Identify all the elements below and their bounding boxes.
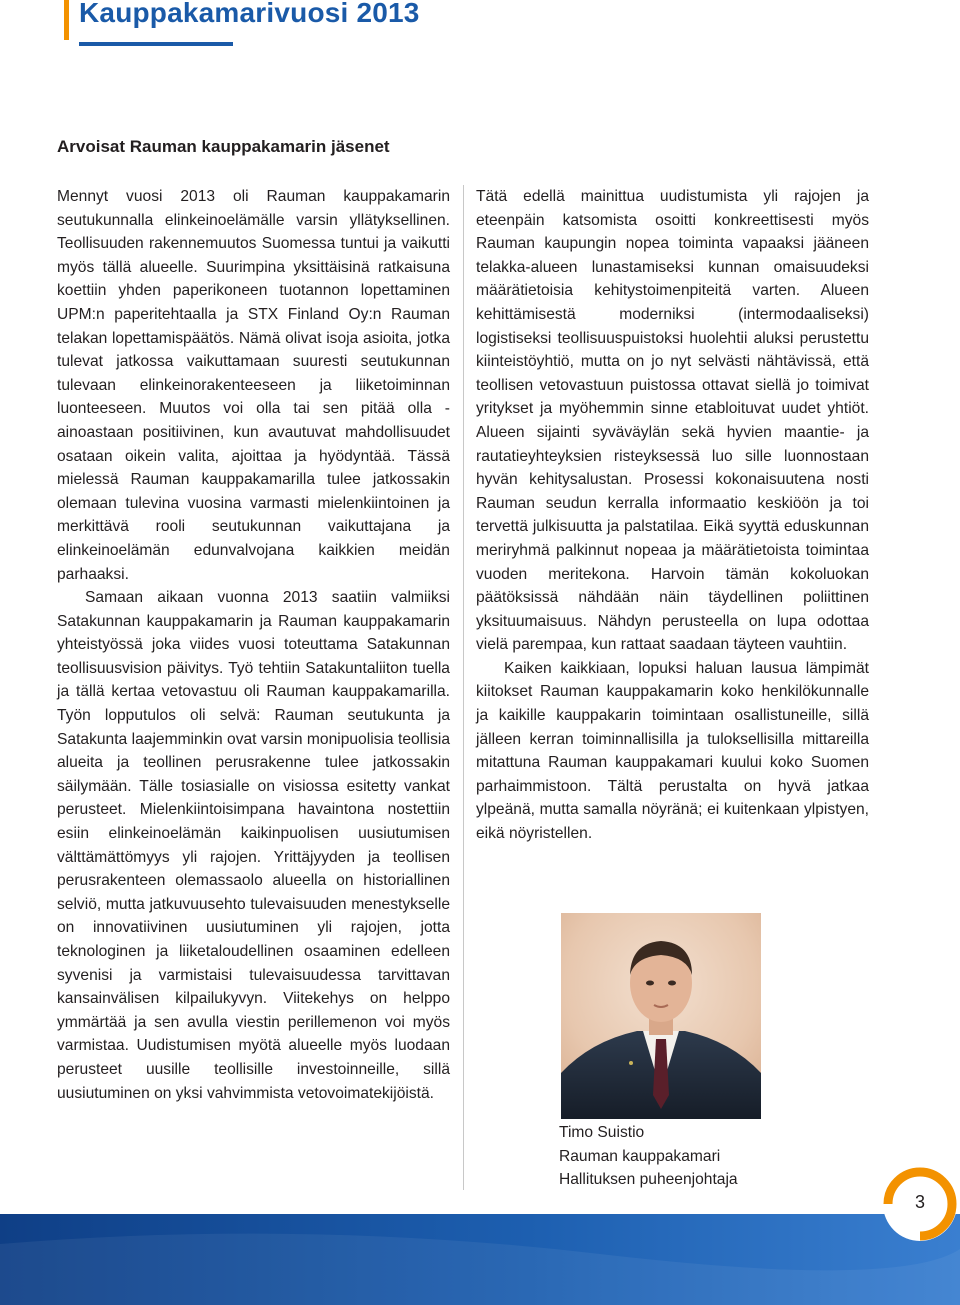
left-paragraph-2: Samaan aikaan vuonna 2013 saatiin valmiiksi Satakunnan kauppakamarin ja Rauman kauppakamarin yhteistyössä joka viides vuosi toteuttama Satakunnan teollisuusvision päivitys. Työ tehtiin Satakuntaliiton tuella ja tällä kertaa vetovastuu oli Rauman kauppakamarilla. Työn lopputulos oli selvä: Rauman seutukunta ja Satakunta laajemminkin ovat varsin monipuolisia teollisia alueita ja teollinen perusrakenne tulee jatkossakin säilymään. Tälle tosiasialle on visiossa esitetty vankat perusteet. Mielenkiintoisimpana havaintona nostettiin esiin elinkeinoelämän kaikinpuolisen uusiutumisen välttämättömyys yli rajojen. Yrittäjyyden ja teollisen perusrakenteen olemassaolo alueella on historiallinen selviö, mutta jatkuvuusehto tulevaisuuden menestykselle on innovatiivinen uusiutuminen yli rajojen, jotta teknologinen ja liiketaloudellinen osaaminen edelleen syvenisi ja varmistaisi tulevaisuudessa tarvittavan kansainvälisen kilpailukyvyn. Viitekehys on helppo ymmärtää ja sen avulla viestin perillemenon voi myös varmistaa. Uudistumisen myötä alueelle myös luodaan perusteet uusille teollisille investoinneille, sillä uusiutuminen on yksi vahvimmista vetovoimatekijöistä. bbox=[57, 589, 450, 1102]
left-paragraph-1: Mennyt vuosi 2013 oli Rauman kauppakamarin seutukunnalla elinkeinoelämälle varsin yllätyksellinen. Teollisuuden rakennemuutos Suomessa tuntui ja vaikutti myös tällä alueelle. Suurimpina yksittäisinä ratkaisuna koettiin yhden paperikoneen tuotannon lopettaminen UPM:n paperitehtaalla ja STX Finland Oy:n Rauman telakan lopettamispäätös. Nämä olivat isoja asioita, jotka tulevat jatkossa vaikuttamaan suuresti seutukunnan tulevaan elinkeinorakenteeseen ja liiketoiminnan luonteeseen. Muutos voi olla tai sen pitää olla - ainoastaan positiivinen, kun avautuvat mahdollisuudet osataan oikein valita, ajoittaa ja hyödyntää. Tässä mielessä Rauman kauppakamarilla tulee jatkossakin olemaan tulevina vuosina varmasti mielenkiintoinen ja merkittävä rooli seutukunnan vaikuttajana ja elinkeinoelämän edunvalvojana kaikkien meidän parhaaksi. bbox=[57, 188, 450, 583]
signature-role: Hallituksen puheenjohtaja bbox=[559, 1171, 738, 1189]
portrait-photo bbox=[561, 913, 761, 1119]
page-title: Kauppakamarivuosi 2013 bbox=[79, 0, 420, 28]
right-paragraph-2: Kaiken kaikkiaan, lopuksi haluan lausua lämpimät kiitokset Rauman kauppakamarin koko henkilökunnalle ja kaikille kauppakarin toimintaan osallistuneille, sillä jälleen kerran toiminnallisilla ja tuloksellisilla mittareilla mitattuna Rauman kauppakamari kuului koko Suomen parhaimmistoon. Tältä perustalta on hyvä jatkaa ylpeänä, mutta samalla nöyränä; ei kuitenkaan ylpistyen, eikä nöyristellen. bbox=[476, 659, 869, 843]
left-column bbox=[57, 185, 450, 1105]
title-underline bbox=[79, 42, 233, 46]
signature-name: Timo Suistio bbox=[559, 1124, 645, 1141]
signature-block bbox=[559, 1121, 738, 1192]
title-accent-bar bbox=[64, 0, 69, 40]
column-divider bbox=[463, 185, 464, 1190]
signature-organization: Rauman kauppakamari bbox=[559, 1147, 721, 1165]
letter-salutation: Arvoisat Rauman kauppakamarin jäsenet bbox=[57, 137, 390, 156]
right-paragraph-1: Tätä edellä mainittua uudistumista yli rajojen ja eteenpäin katsomista osoitti konkreettisesti myös Rauman kaupungin nopea toiminta vapaaksi jääneen telakka-alueen lunastamiseksi kunnan omaisuudeksi määrätietoisia kehitystoimenpiteitä varten. Alueen kehittämisestä moderniksi (intermodaaliseksi) logistiseksi teollisuuspuistoksi huolehtii aluksi perustettu kiinteistöyhtiö, mutta on jo nyt selvästi nähtävissä, että teollisen vetovastuun puistossa ottavat siellä jo toimivat yritykset ja myöhemmin sinne etabloituvat uudet yhtiöt. Alueen sijainti syväväylän sekä hyvien maantie- ja rautatieyhteyksien risteyksessä luo sille luonnostaan hyvän kehitysalustan. Prosessi kokonaisuutena nosti Rauman seudun kerralla informaatio keskiöön ja toi tervettä julkisuutta ja palstatilaa. Eikä syyttä eduskunnan meriryhmä palkinnut nopeaa ja määrätietoista toimintaa vuoden meritekona. Harvoin tämän kokoluokan päätöksissä nähdään näin täydellinen poliittinen yksituumaisuus. Nähdyn perusteella on lupa odottaa vielä parempaa, kun rattaat saadaan täyteen vauhtiin. bbox=[476, 188, 869, 654]
page-number: 3 bbox=[914, 1192, 925, 1212]
footer-band bbox=[0, 1214, 960, 1305]
right-column bbox=[476, 185, 869, 846]
